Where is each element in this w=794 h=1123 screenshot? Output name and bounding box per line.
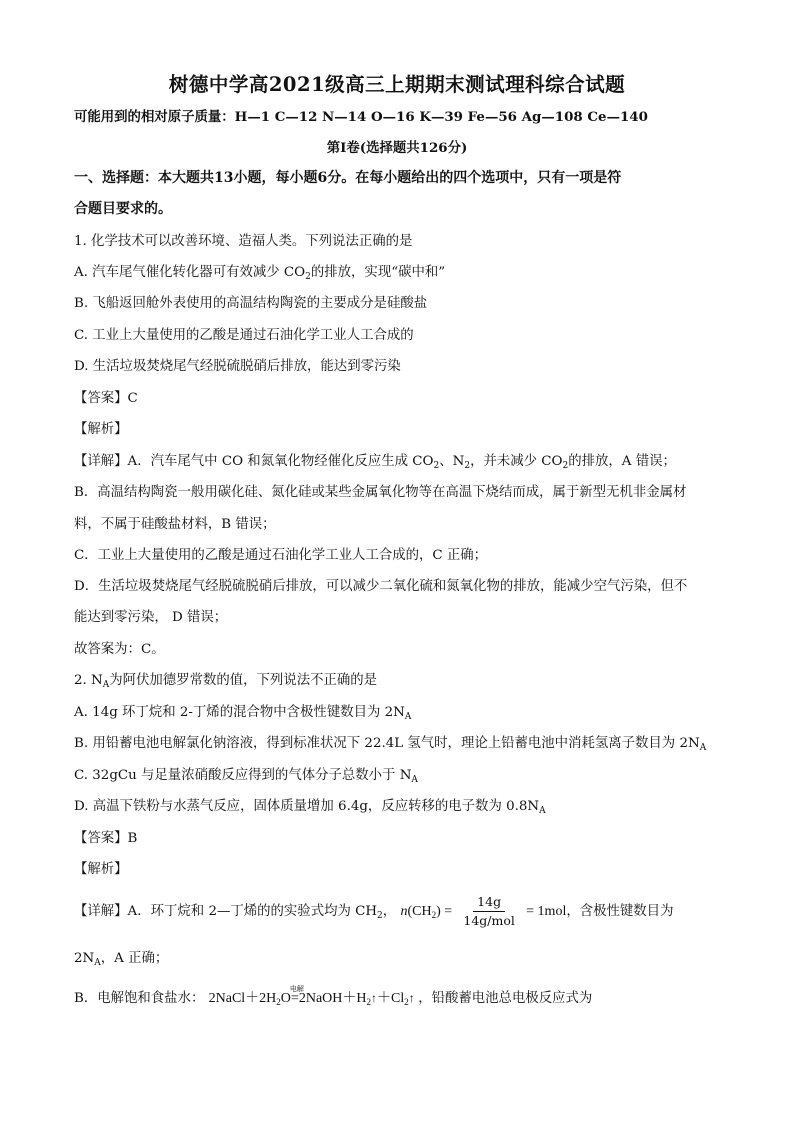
q2-detail-b: B．电解饱和食盐水： $2NaCl+2H_2O=$ 电解 $2NaOH+H_2↑+Cl_2↑$ ，铅酸蓄电池总电极反应式为 (74, 985, 593, 1007)
q1-stem: 1. 化学技术可以改善环境、造福人类。下列说法正确的是 (74, 234, 413, 249)
q1-detail-a: 【详解】A．汽车尾气中 CO 和氮氧化物经催化反应生成 $CO_2$、$N_2$，并未减少 $CO_2$的排放，A 错误； (74, 454, 676, 471)
q1-detail-d-2: 能达到零污染， D 错误； (74, 610, 228, 625)
q2-analysis-label: 【解析】 (74, 862, 128, 877)
section-instructions-2: 合题目要求的。 (74, 201, 172, 217)
page-title: 树德中学高2021级高三上期期末测试理科综合试题 (168, 73, 626, 96)
q1-conclusion: 故答案为：C。 (74, 642, 165, 657)
q2-option-d: D. 高温下铁粉与水蒸气反应，固体质量增加 6.4g，反应转移的电子数为 $0.8N_A$ (74, 799, 546, 816)
q1-option-c: C. 工业上大量使用的乙酸是通过石油化学工业人工合成的 (74, 328, 414, 343)
q2-stem: 2. $N_A$为阿伏加德罗常数的值，下列说法不正确的是 (74, 673, 378, 690)
atomic-masses: 可能用到的相对原子质量：H—1 C—12 N—14 O—16 K—39 Fe—56 Ag—108 Ce—140 (74, 109, 648, 125)
q1-detail-d-1: D．生活垃圾焚烧尾气经脱硫脱硝后排放，可以减少二氧化硫和氮氧化物的排放，能减少空气污染，但不 (74, 579, 688, 594)
electrolysis-equation: $2NaCl+2H_2O=$ 电解 $2NaOH+H_2↑+Cl_2↑$ (208, 985, 415, 1007)
q1-detail-b-2: 料，不属于硅酸盐材料，B 错误； (74, 517, 276, 532)
q2-option-c: C. 32gCu 与足量浓硝酸反应得到的气体分子总数小于 $N_A$ (74, 768, 418, 785)
gas-arrow-icon: ↑ (408, 991, 415, 1005)
part-heading: 第I卷(选择题共126分) (326, 140, 468, 156)
q2-detail-a-1: 【详解】A．环丁烷和 2—丁烯的的实验式均为 $CH_2$， $n(CH_2)$ = $\frac{14g}{\text{14g/mol}}$ = 1mol，含极性键数目为 (74, 894, 674, 928)
section-instructions-1: 一、选择题：本大题共13小题，每小题6分。在每小题给出的四个选项中，只有一项是符 (74, 170, 622, 186)
q2-option-a: A. 14g 环丁烷和 2-丁烯的混合物中含极性键数目为 $2N_A$ (74, 705, 412, 722)
q1-analysis-label: 【解析】 (74, 422, 128, 437)
q1-option-a: A. 汽车尾气催化转化器可有效减少 $CO_2$的排放，实现“碳中和” (74, 265, 446, 282)
gas-arrow-icon: ↑ (370, 991, 377, 1005)
q1-detail-c: C．工业上大量使用的乙酸是通过石油化学工业人工合成的，C 正确； (74, 548, 488, 563)
formula-fraction: $\frac{14g}{\text{14g/mol}}$ (463, 894, 515, 928)
q2-detail-a-2: $2N_A$，A 正确； (74, 951, 169, 968)
q1-option-b: B. 飞船返回舱外表使用的高温结构陶瓷的主要成分是硅酸盐 (74, 296, 428, 311)
q1-option-d: D. 生活垃圾焚烧尾气经脱硫脱硝后排放，能达到零污染 (74, 359, 401, 374)
q1-answer: 【答案】C (74, 391, 138, 406)
formula-n-ch2: $n(CH_2)$ = (400, 904, 453, 920)
q1-detail-b-1: B．高温结构陶瓷一般用碳化硅、氮化硅或某些金属氧化物等在高温下烧结而成，属于新型无机非金属材 (74, 485, 687, 500)
q2-answer: 【答案】B (74, 831, 138, 846)
q2-option-b: B. 用铅蓄电池电解氯化钠溶液，得到标准状况下 22.4L 氢气时，理论上铅蓄电池中消耗氢离子数目为 $2N_A$ (74, 736, 707, 753)
